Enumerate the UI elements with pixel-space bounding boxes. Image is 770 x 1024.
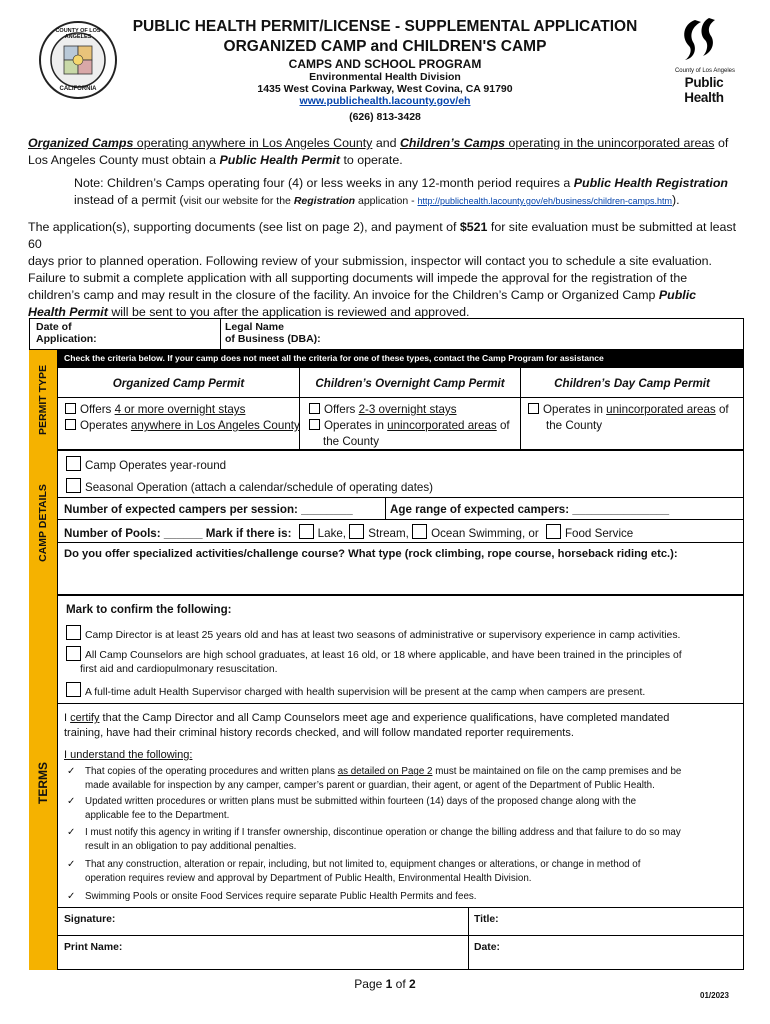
public-health-logo <box>665 14 743 105</box>
divider <box>57 907 744 908</box>
checkbox[interactable] <box>66 478 81 493</box>
check-icon: ✓ <box>67 859 76 870</box>
age-range-field[interactable]: Age range of expected campers: _______________ <box>390 503 670 516</box>
app-text: children’s camp and may result in the closure of the facility. An invoice for the Children’s Camp or Organized Camp <box>28 288 659 302</box>
permit-type-label: PERMIT TYPE <box>37 364 49 436</box>
item-text: That copies of the operating procedures and written plans <box>85 766 338 777</box>
form-title: PUBLIC HEALTH PERMIT/LICENSE - SUPPLEMENTAL APPLICATION <box>132 18 638 35</box>
crit-text: unincorporated areas <box>606 403 716 416</box>
divider <box>57 703 744 704</box>
app-text: Failure to submit a complete application with all supporting documents will impede the approval for the registration of the <box>28 271 688 285</box>
fee-amount: $521 <box>459 220 488 234</box>
certify-text: that the Camp Director and all Camp Counselors meet age and experience qualifications, have completed mandated <box>99 712 670 724</box>
permit-type-tab <box>29 350 57 450</box>
page-number <box>0 977 770 991</box>
term-item-5 <box>63 890 723 904</box>
crit-text: the County <box>546 419 603 432</box>
crit-text: of <box>496 419 510 432</box>
intro-text: and <box>372 136 400 150</box>
note-text: Public Health Registration <box>573 176 728 190</box>
check-icon: ✓ <box>67 827 76 838</box>
crit-text: Operates in <box>543 403 607 416</box>
crit-text: Operates in <box>324 419 388 432</box>
divider <box>57 397 744 398</box>
certify-text: I <box>64 712 71 724</box>
page-text: 2 <box>409 977 416 991</box>
item-text: I must notify this agency in writing if I transfer ownership, discontinue operation or change the billing address and that failure to do so may <box>85 827 681 838</box>
checkbox[interactable] <box>66 456 81 471</box>
ocean-label: Ocean Swimming, or <box>431 527 539 540</box>
understand-heading: I understand the following: <box>64 749 193 761</box>
crit-text: 2-3 overnight stays <box>358 403 457 416</box>
lake-checkbox[interactable] <box>299 524 314 539</box>
divider <box>57 542 744 543</box>
item-text: Swimming Pools or onsite Food Services require separate Public Health Permits and fees. <box>85 891 477 902</box>
organized-criteria <box>65 402 300 434</box>
pools-label[interactable]: Number of Pools: ______ Mark if there is: <box>64 527 292 540</box>
crit-text: the County <box>323 435 380 448</box>
seasonal-option[interactable] <box>66 478 433 495</box>
term-item-3 <box>63 826 723 854</box>
intro-paragraph <box>28 135 748 169</box>
intro-text: operating anywhere in Los Angeles County <box>133 136 373 150</box>
checkbox[interactable] <box>65 403 76 414</box>
division-name: Environmental Health Division <box>309 71 461 83</box>
website-link[interactable]: www.publichealth.lacounty.gov/eh <box>299 95 471 107</box>
application-paragraph <box>28 219 753 321</box>
page-text: 1 <box>385 977 393 991</box>
intro-text: operating in the unincorporated areas <box>505 136 715 150</box>
crit-text: of <box>715 403 729 416</box>
confirm-text: first aid and cardiopulmonary resuscitation. <box>80 664 278 675</box>
note-text: Registration <box>293 195 356 207</box>
registration-note <box>74 175 754 210</box>
revision-date: 01/2023 <box>700 991 729 1000</box>
program-name: CAMPS AND SCHOOL PROGRAM <box>288 57 482 71</box>
seal-bottom-text: CALIFORNIA <box>59 86 97 92</box>
camp-details-tab <box>29 450 57 595</box>
overnight-camp-title: Children’s Overnight Camp Permit <box>315 377 505 390</box>
page-text: Page <box>354 977 386 991</box>
stream-checkbox[interactable] <box>349 524 364 539</box>
organized-camp-title: Organized Camp Permit <box>112 377 245 390</box>
signature-field[interactable]: Signature: <box>64 914 116 925</box>
note-text: instead of a permit ( <box>74 193 184 207</box>
note-text: ). <box>672 193 680 207</box>
term-item-4 <box>63 858 723 886</box>
day-criteria <box>528 402 740 434</box>
ocean-checkbox[interactable] <box>412 524 427 539</box>
crit-text: anywhere in Los Angeles County <box>130 419 300 432</box>
divider <box>385 497 386 519</box>
organized-camps-term: Organized Camps <box>28 136 134 150</box>
overnight-criterion-1 <box>309 402 521 418</box>
intro-text: Los Angeles County must obtain a <box>28 153 220 167</box>
app-text: days prior to planned operation. Following review of your submission, inspector will contact you to schedule a site evaluation. <box>28 254 712 268</box>
option-text: Camp Operates year-round <box>85 459 227 472</box>
item-text: result in an obligation to pay additional penalties. <box>85 841 297 852</box>
item-text: operation requires review and approval by Department of Public Health, Environmental Health Division. <box>85 873 532 884</box>
food-label: Food Service <box>564 527 634 540</box>
confirm-text: Camp Director is at least 25 years old and has at least two seasons of administrative or supervisory experience in camp activities. <box>85 630 681 641</box>
registration-link[interactable]: http://publichealth.lacounty.gov/eh/business/children-camps.htm <box>417 196 673 206</box>
check-icon: ✓ <box>67 766 76 777</box>
option-text: Seasonal Operation (attach a calendar/schedule of operating dates) <box>85 481 434 494</box>
legal-label-line: of Business (DBA): <box>225 333 321 345</box>
item-text: Updated written procedures or written plans must be submitted within fourteen (14) days of the proposed change along with the <box>85 796 637 807</box>
confirm-supervisor[interactable] <box>66 682 645 700</box>
app-text: Public <box>658 288 697 302</box>
checkbox[interactable] <box>66 646 81 661</box>
app-text: will be sent to you after the application is reviewed and approved. <box>107 305 470 319</box>
seal-top-text: COUNTY OF LOS ANGELES <box>55 28 101 40</box>
organized-criterion-2 <box>65 418 300 434</box>
checkbox[interactable] <box>66 682 81 697</box>
overnight-criterion-2 <box>309 418 521 434</box>
divider <box>57 497 744 498</box>
checkbox[interactable] <box>309 419 320 430</box>
address: 1435 West Covina Parkway, West Covina, CA 91790 <box>257 83 513 95</box>
checkbox[interactable] <box>528 403 539 414</box>
criteria-bar <box>57 350 744 367</box>
confirm-director[interactable] <box>66 625 680 643</box>
camp-details-label: CAMP DETAILS <box>37 483 49 562</box>
checkbox[interactable] <box>66 625 81 640</box>
check-icon: ✓ <box>67 796 76 807</box>
confirm-counselors[interactable] <box>66 646 736 677</box>
form-subtitle: ORGANIZED CAMP and CHILDREN'S CAMP <box>223 38 547 55</box>
divider <box>57 935 744 936</box>
date-label-line: Date of <box>36 321 72 333</box>
term-item-2 <box>63 795 723 823</box>
organized-criterion-1 <box>65 402 300 418</box>
checkbox[interactable] <box>309 403 320 414</box>
num-campers-field[interactable]: Number of expected campers per session: ________ <box>64 503 353 516</box>
certify-text: certify <box>70 712 100 724</box>
check-icon: ✓ <box>67 891 76 902</box>
terms-label: TERMS <box>36 761 50 804</box>
logo-main-text: Public Health <box>684 75 724 105</box>
intro-text: of <box>714 136 729 150</box>
legal-label-line: Legal Name <box>225 321 284 333</box>
activities-question[interactable]: Do you offer specialized activities/challenge course? What type (rock climbing, rope course, horseback riding etc.): <box>64 548 678 560</box>
phone: (626) 813-3428 <box>349 111 421 123</box>
logo-mark-icon <box>665 14 743 66</box>
note-text: application - <box>355 195 418 207</box>
year-round-option[interactable] <box>66 456 226 473</box>
term-item-1 <box>63 765 723 793</box>
date-label <box>36 321 97 345</box>
intro-text: to operate. <box>340 153 403 167</box>
day-camp-title: Children’s Day Camp Permit <box>554 377 710 390</box>
logo-small-text: County of Los Angeles <box>674 68 736 74</box>
certify-statement <box>64 711 739 741</box>
date-label-line: Application: <box>36 333 97 345</box>
confirm-title: Mark to confirm the following: <box>66 603 232 616</box>
item-text: That any construction, alteration or repair, including, but not limited to, equipment changes or alterations, or change in method of <box>85 859 641 870</box>
confirm-text: A full-time adult Health Supervisor charged with health supervision will be present at the camp when campers are present. <box>85 687 646 698</box>
stream-label: Stream, <box>368 527 409 540</box>
criteria-text: Check the criteria below. If your camp does not meet all the criteria for one of these types, contact the Camp Program for assistance <box>64 353 604 363</box>
food-checkbox[interactable] <box>546 524 561 539</box>
app-text: for site evaluation must be submitted at least 60 <box>28 220 737 251</box>
print-name-field[interactable]: Print Name: <box>64 942 123 953</box>
day-criterion-1 <box>528 402 740 418</box>
legal-name-label <box>225 321 321 345</box>
item-text: must be maintained on file on the camp premises and be <box>432 766 682 777</box>
terms-tab <box>29 595 57 970</box>
note-text: visit our website for the <box>183 195 294 207</box>
app-text: The application(s), supporting documents (see list on page 2), and payment of <box>28 220 460 234</box>
confirm-text: All Camp Counselors are high school graduates, at least 16 old, or 18 where applicable, and have been trained in the principles of <box>85 650 682 661</box>
title-field[interactable]: Title: <box>474 914 499 925</box>
overnight-criteria <box>309 402 521 450</box>
item-text: made available for inspection by any camper, camper’s parent or guardian, their agent, or agent of the Department of Public Health. <box>85 780 655 791</box>
crit-text: Operates <box>80 419 131 432</box>
crit-text: Offers <box>80 403 115 416</box>
item-text: applicable fee to the Department. <box>85 810 230 821</box>
crit-text: 4 or more overnight stays <box>114 403 246 416</box>
note-text: Note: Children’s Camps operating four (4) or less weeks in any 12-month period requires a <box>74 176 574 190</box>
childrens-camps-term: Children’s Camps <box>399 136 506 150</box>
item-text: as detailed on Page 2 <box>337 766 433 777</box>
divider <box>468 907 469 970</box>
page-text: of <box>392 977 410 991</box>
legal-name-field[interactable] <box>220 318 744 350</box>
crit-text: unincorporated areas <box>387 419 497 432</box>
divider <box>57 519 744 520</box>
checkbox[interactable] <box>65 419 76 430</box>
certify-text: training, have had their criminal history records checked, and will follow mandated reporter requirements. <box>64 727 574 739</box>
app-text: Health Permit <box>28 305 108 319</box>
pools-row <box>64 524 633 541</box>
crit-text: Offers <box>324 403 359 416</box>
intro-text: Public Health Permit <box>219 153 340 167</box>
date-field-bottom[interactable]: Date: <box>474 942 500 953</box>
date-field[interactable] <box>29 318 221 350</box>
lake-label: Lake, <box>317 527 347 540</box>
